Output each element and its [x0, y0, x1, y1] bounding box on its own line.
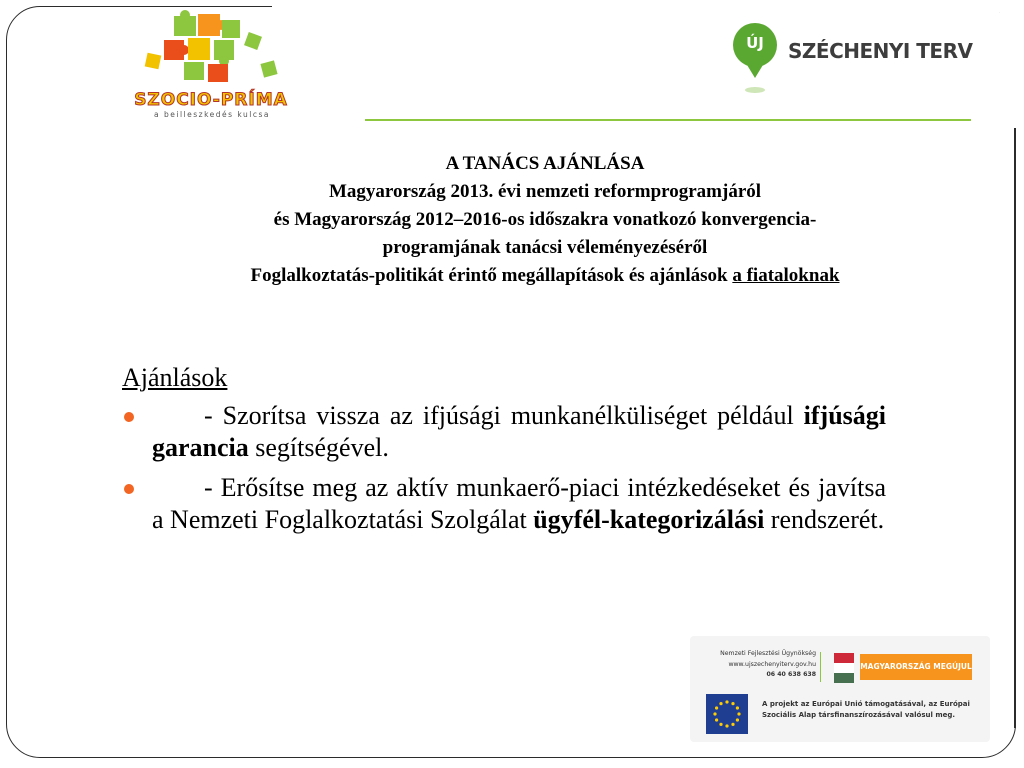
puzzle-icon	[124, 10, 299, 90]
location-pin-icon	[730, 20, 780, 98]
bullet-icon	[124, 412, 134, 422]
agency-phone: 06 40 638 638	[766, 671, 816, 678]
logo-wordmark: SZOCIO-PRÍMA	[134, 90, 288, 110]
funding-info-box	[690, 636, 990, 742]
title-line-5-underlined: a fiataloknak	[732, 265, 840, 286]
szechenyi-terv-logo	[730, 20, 975, 100]
agency-contact	[706, 649, 816, 681]
hungarian-flag-icon	[834, 653, 854, 683]
frame-gap-top	[272, 0, 1024, 12]
agency-name: Nemzeti Fejlesztési Ügynökség	[720, 650, 816, 657]
title-line-5-prefix: Foglalkoztatás-politikát érintő megállapítások és ajánlások	[250, 265, 733, 286]
bullet-1-bold: ifjúsági garancia	[152, 401, 886, 462]
frame-right-edge	[1014, 128, 1016, 728]
title-line-2: Magyarország 2013. évi nemzeti reformprogramjáról	[328, 181, 762, 202]
slide-title	[100, 150, 990, 290]
title-line-5	[100, 262, 990, 290]
bullet-2-lead: - Erősítse meg az aktív munkaerő-piaci intézkedéseket és javítsa a Nemzeti Foglalkoztatási Szolgálat	[152, 473, 886, 534]
eu-flag-icon	[706, 694, 748, 734]
title-line-3: és Magyarország 2012–2016-os időszakra vonatkozó konvergencia-	[273, 209, 817, 230]
slide-body	[122, 362, 886, 544]
header-divider	[365, 119, 971, 121]
info-divider	[820, 652, 821, 682]
logo-tagline: a beilleszkedés kulcsa	[154, 110, 270, 119]
bullet-item-1	[122, 400, 886, 464]
szechenyi-terv-name: SZÉCHENYI TERV	[788, 39, 973, 63]
szocio-prima-logo	[124, 10, 299, 122]
eu-funding-note: A projekt az Európai Unió támogatásával, az Európai Szociális Alap társfinanszírozásával valósul meg.	[762, 700, 970, 719]
bullet-2-tail: rendszerét.	[764, 505, 885, 534]
agency-website: www.ujszechenyiterv.gov.hu	[728, 660, 816, 668]
frame-gap-right	[1000, 0, 1024, 128]
title-line-4: programjának tanácsi véleményezéséről	[382, 237, 708, 258]
bullet-1-tail: segítségével.	[248, 433, 389, 462]
bullet-2-bold: ügyfél-kategorizálási	[533, 505, 765, 534]
bullet-1-lead: - Szorítsa vissza az ifjúsági munkanélküliséget például	[204, 401, 804, 430]
magyarorszag-megujul-badge: MAGYARORSZÁG MEGÚJUL	[860, 654, 972, 680]
uj-badge: ÚJ	[746, 34, 764, 52]
bullet-item-2	[122, 472, 886, 536]
section-heading: Ajánlások	[122, 363, 228, 392]
bullet-icon	[124, 484, 134, 494]
title-line-1: A TANÁCS AJÁNLÁSA	[445, 153, 645, 174]
